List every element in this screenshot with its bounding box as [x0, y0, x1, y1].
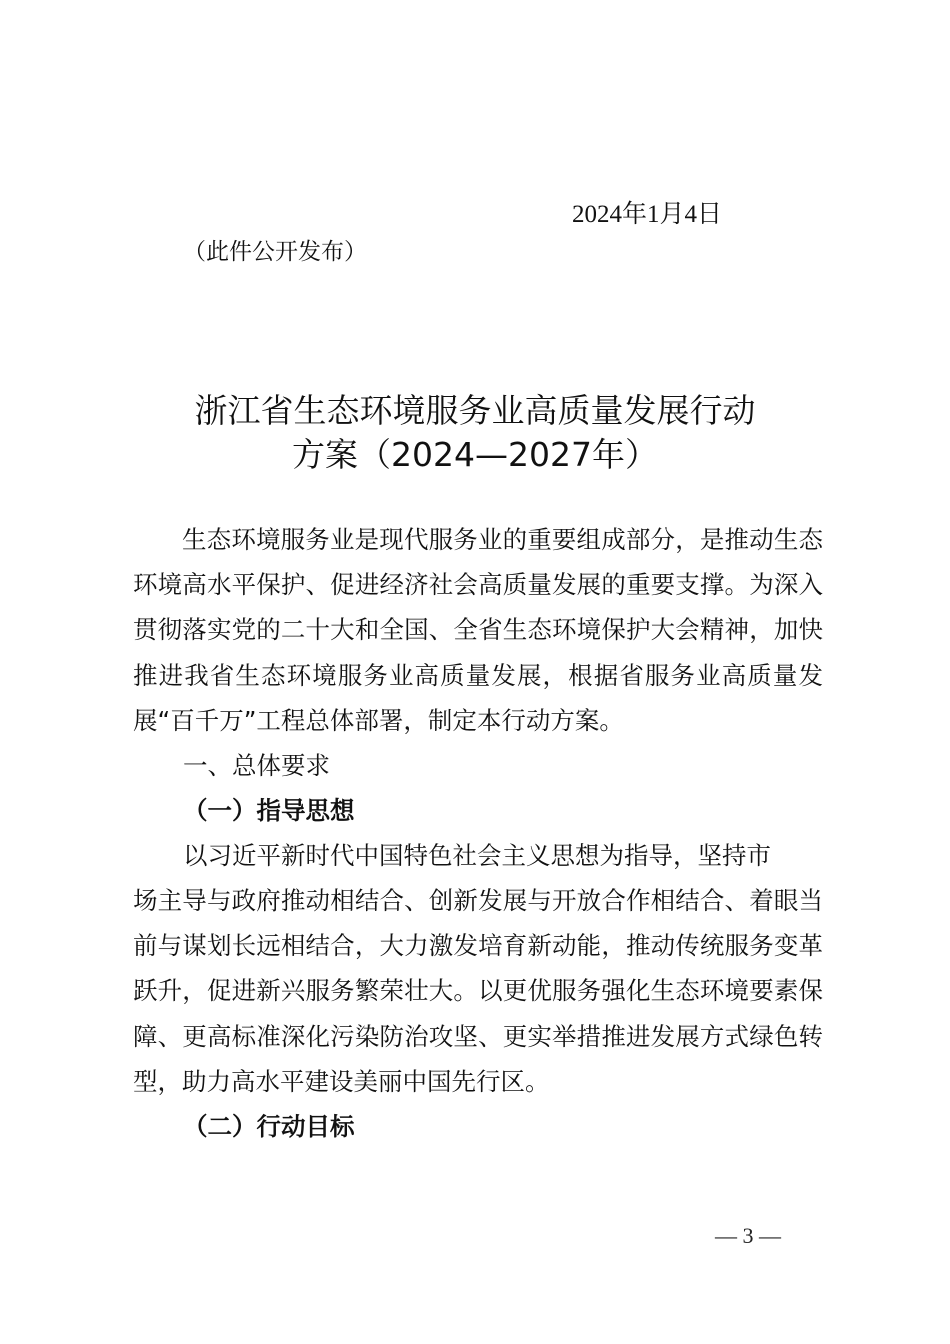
publication-note: （此件公开发布） — [183, 239, 367, 265]
page-number: — 3 — — [715, 1223, 781, 1248]
subsection-heading-action-goals: （二）行动目标 — [183, 1112, 355, 1141]
subsection-heading-guiding-ideology: （一）指导思想 — [183, 796, 355, 825]
section-heading-general-requirements: 一、总体要求 — [183, 751, 330, 780]
document-title-line-2: 方案（2024—2027年） — [292, 435, 658, 474]
guiding-ideology-first-line: 以习近平新时代中国特色社会主义思想为指导，坚持市 — [183, 841, 771, 870]
issue-date: 2024年1月4日 — [572, 201, 723, 228]
intro-paragraph: 生态环境服务业是现代服务业的重要组成部分，是推动生态环境高水平保护、促进经济社会高质量发展的重要支撑。为深入贯彻落实党的二十大和全国、全省生态环境保护大会精神，加快推进我省生态环境服务业高质量发展，根据省服务业高质量发展“百千万”工程总体部署，制定本行动方案。 — [133, 525, 823, 735]
guiding-ideology-paragraph: 场主导与政府推动相结合、创新发展与开放合作相结合、着眼当前与谋划长远相结合，大力激发培育新动能，推动传统服务变革跃升，促进新兴服务繁荣壮大。以更优服务强化生态环境要素保障、更高标准深化污染防治攻坚、更实举措推进发展方式绿色转型，助力高水平建设美丽中国先行区。 — [133, 886, 823, 1096]
document-title-line-1: 浙江省生态环境服务业高质量发展行动 — [194, 391, 756, 430]
